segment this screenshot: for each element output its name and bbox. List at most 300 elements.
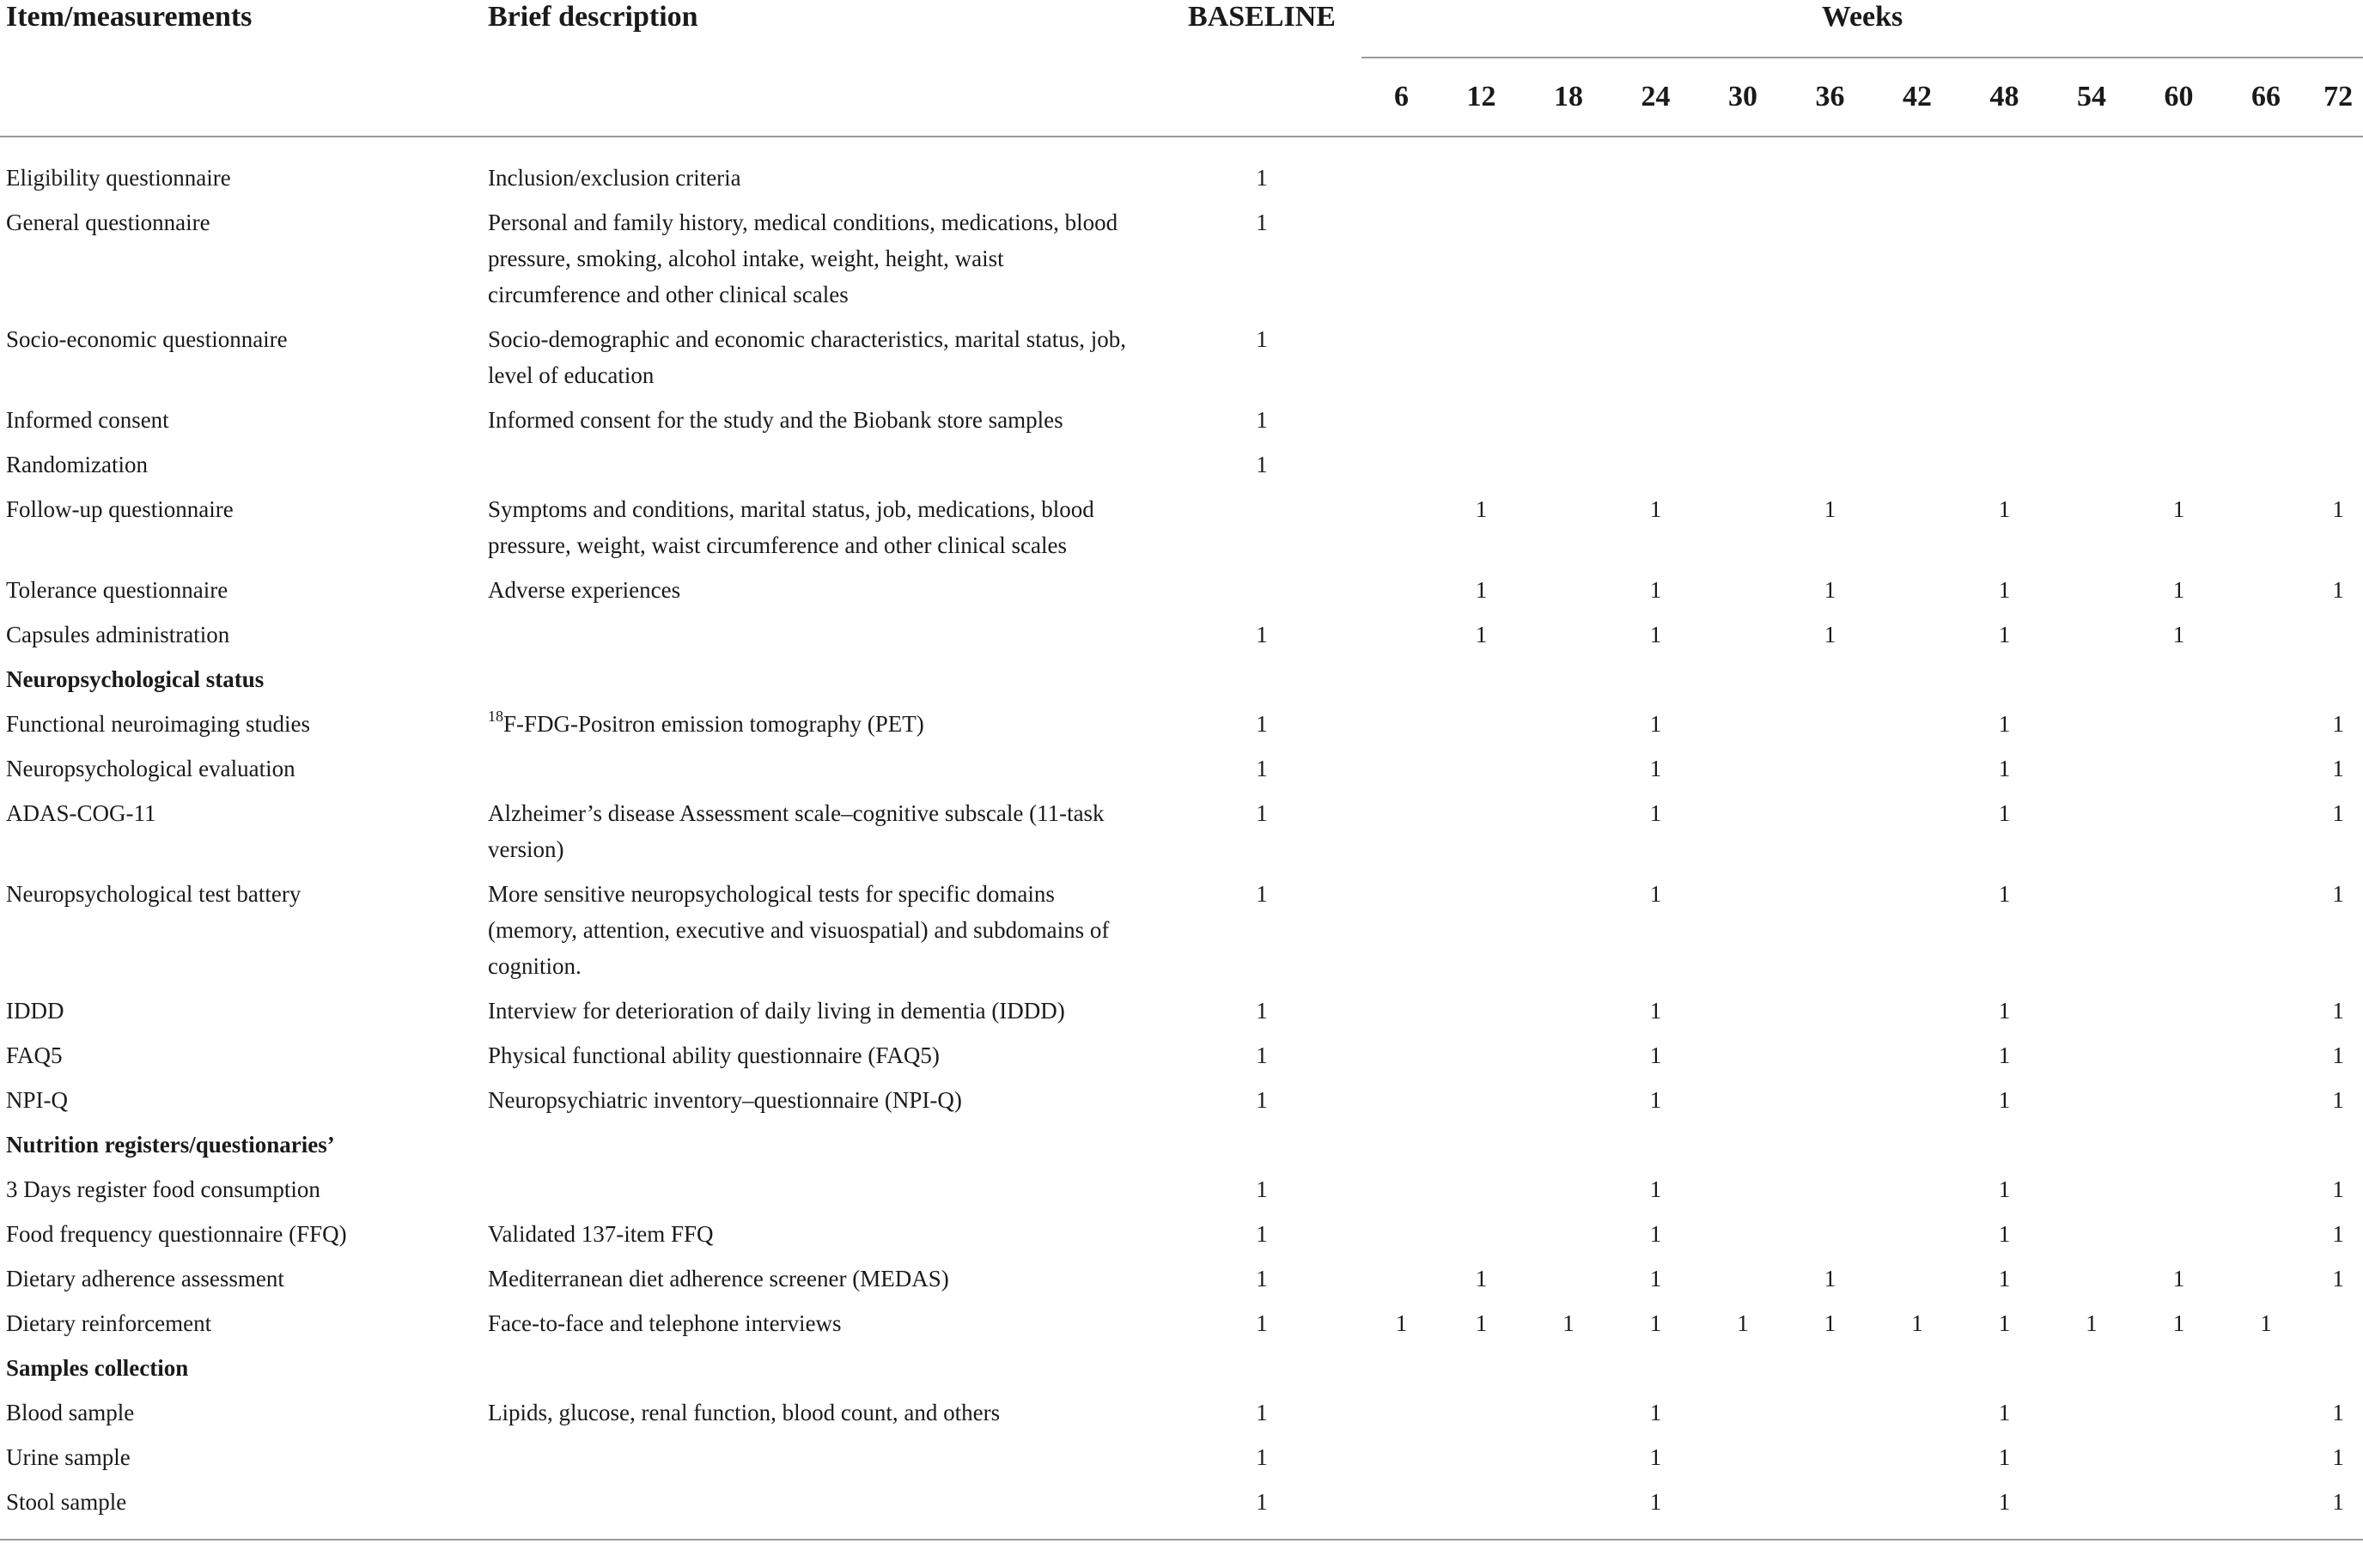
- isotope-superscript: 18: [488, 708, 503, 725]
- row-item: Neuropsychological evaluation: [6, 756, 295, 781]
- header-weeks: Weeks: [1361, 0, 2363, 58]
- row-week-cell: [1616, 402, 1696, 447]
- row-item: Stool sample: [0, 1484, 488, 1540]
- row-week-cell: [1441, 321, 1521, 402]
- row-week-cell: [1790, 1037, 1870, 1082]
- row-week-cell: [1441, 1082, 1521, 1127]
- row-week-cell: 1: [1998, 622, 2011, 647]
- row-week-cell: [1361, 1439, 1441, 1484]
- header-week-24: 24: [1616, 58, 1696, 137]
- table-body: [0, 137, 2363, 1540]
- row-item: Capsules administration: [6, 622, 230, 647]
- table-row: [0, 795, 2363, 876]
- row-item: Randomization: [6, 452, 148, 477]
- row-week-cell: 1: [1998, 998, 2011, 1024]
- row-week-cell: [1964, 321, 2044, 402]
- row-baseline-cell: 1: [1256, 165, 1268, 191]
- row-item: Food frequency questionnaire (FFQ): [6, 1221, 347, 1247]
- row-week-cell: [2139, 1171, 2219, 1216]
- row-week-cell: [1616, 204, 1696, 321]
- row-description: Inclusion/exclusion criteria: [488, 165, 741, 191]
- row-week-cell: [1521, 1439, 1616, 1484]
- row-week-cell: [2139, 137, 2219, 204]
- row-description: Interview for deterioration of daily living in dementia (IDDD): [488, 998, 1065, 1024]
- row-week-cell: [1521, 572, 1616, 617]
- row-week-cell: [1361, 1484, 1441, 1540]
- row-week-cell: 1: [2332, 756, 2344, 781]
- row-week-cell: 1: [1649, 1087, 1662, 1113]
- row-week-cell: [1870, 137, 1964, 204]
- table-row: [0, 1082, 2363, 1127]
- row-week-cell: [2313, 204, 2363, 321]
- row-week-cell: [2219, 751, 2313, 795]
- row-week-cell: 1: [1649, 1176, 1662, 1202]
- row-week-cell: [2313, 617, 2363, 661]
- row-week-cell: [1441, 706, 1521, 751]
- header-week-42: 42: [1870, 58, 1964, 137]
- row-week-cell: [2219, 1261, 2313, 1305]
- row-week-cell: 1: [1395, 1310, 1408, 1336]
- row-description: Symptoms and conditions, marital status, job, medications, blood pressure, weight, waist circumference and other clinical scales: [488, 496, 1094, 558]
- table-row: [0, 491, 2363, 572]
- row-week-cell: [2219, 1439, 2313, 1484]
- row-week-cell: [1521, 1395, 1616, 1439]
- row-week-cell: 1: [2332, 1444, 2344, 1470]
- row-baseline-cell: 1: [1256, 407, 1268, 433]
- row-week-cell: 1: [1649, 577, 1662, 603]
- row-week-cell: [1870, 204, 1964, 321]
- row-item: Dietary reinforcement: [6, 1310, 212, 1336]
- row-description: Lipids, glucose, renal function, blood count, and others: [488, 1400, 1001, 1425]
- row-week-cell: 1: [2332, 800, 2344, 826]
- row-week-cell: [2044, 321, 2139, 402]
- row-week-cell: 1: [1998, 756, 2011, 781]
- table-row: [0, 1037, 2363, 1082]
- row-week-cell: 1: [1649, 800, 1662, 826]
- row-week-cell: [1870, 617, 1964, 661]
- row-week-cell: 1: [2332, 496, 2344, 522]
- row-week-cell: [1521, 1037, 1616, 1082]
- section-heading: Neuropsychological status: [6, 666, 265, 692]
- row-week-cell: [2313, 321, 2363, 402]
- row-week-cell: 1: [1616, 1484, 1696, 1540]
- row-week-cell: [2139, 751, 2219, 795]
- row-week-cell: [1521, 617, 1616, 661]
- row-week-cell: [1790, 993, 1870, 1037]
- row-week-cell: [2044, 617, 2139, 661]
- row-week-cell: [1696, 491, 1790, 572]
- row-item: 3 Days register food consumption: [6, 1176, 320, 1202]
- row-week-cell: [1696, 137, 1790, 204]
- row-week-cell: 1: [2172, 496, 2185, 522]
- row-week-cell: 1: [2332, 711, 2344, 737]
- row-week-cell: [1521, 402, 1616, 447]
- row-week-cell: [2044, 1216, 2139, 1261]
- row-week-cell: [2044, 1439, 2139, 1484]
- row-description: [488, 751, 1162, 795]
- row-week-cell: [1521, 447, 1616, 491]
- row-week-cell: 1: [2332, 998, 2344, 1024]
- row-week-cell: [1361, 1216, 1441, 1261]
- row-description: Personal and family history, medical conditions, medications, blood pressure, smoking, alcohol intake, weight, height, waist circumference and other clinical scales: [488, 210, 1118, 307]
- row-week-cell: [1696, 1082, 1790, 1127]
- header-spacer: [488, 58, 1162, 137]
- row-week-cell: 1: [1824, 496, 1836, 522]
- row-week-cell: [1441, 1439, 1521, 1484]
- row-week-cell: [1870, 876, 1964, 993]
- row-week-cell: 1: [1998, 1176, 2011, 1202]
- row-week-cell: [1521, 706, 1616, 751]
- row-week-cell: [1696, 1439, 1790, 1484]
- row-description: Validated 137-item FFQ: [488, 1221, 714, 1247]
- row-week-cell: [2219, 1037, 2313, 1082]
- row-week-cell: [2139, 1037, 2219, 1082]
- row-week-cell: [2139, 993, 2219, 1037]
- row-baseline-cell: 1: [1256, 1310, 1268, 1336]
- row-item: ADAS-COG-11: [6, 800, 156, 826]
- row-week-cell: [2219, 137, 2313, 204]
- row-week-cell: 1: [1998, 1087, 2011, 1113]
- row-week-cell: [1870, 572, 1964, 617]
- row-week-cell: 1: [2332, 1266, 2344, 1291]
- table-row: [0, 1171, 2363, 1216]
- row-week-cell: [1696, 1037, 1790, 1082]
- row-week-cell: [1696, 1395, 1790, 1439]
- section-heading: Nutrition registers/questionaries’: [6, 1132, 335, 1158]
- row-baseline-cell: 1: [1256, 210, 1268, 235]
- row-week-cell: [1361, 1261, 1441, 1305]
- row-week-cell: [2219, 1484, 2313, 1540]
- row-week-cell: 1: [2332, 1042, 2344, 1068]
- row-week-cell: [1361, 204, 1441, 321]
- row-description-text: F-FDG-Positron emission tomography (PET): [503, 711, 924, 737]
- row-week-cell: [2219, 321, 2313, 402]
- row-week-cell: [1790, 795, 1870, 876]
- section-heading: Samples collection: [6, 1355, 189, 1381]
- row-item: Blood sample: [6, 1400, 135, 1425]
- row-week-cell: 1: [1475, 622, 1488, 647]
- row-week-cell: [1790, 321, 1870, 402]
- row-week-cell: [2219, 402, 2313, 447]
- row-week-cell: [1870, 447, 1964, 491]
- row-week-cell: [1696, 1484, 1790, 1540]
- row-week-cell: [1361, 876, 1441, 993]
- header-week-30: 30: [1696, 58, 1790, 137]
- row-week-cell: [2139, 1216, 2219, 1261]
- row-week-cell: [2219, 1395, 2313, 1439]
- header-week-60: 60: [2139, 58, 2219, 137]
- row-week-cell: 1: [2332, 1221, 2344, 1247]
- row-baseline-cell: 1: [1256, 1400, 1268, 1425]
- row-week-cell: [1696, 993, 1790, 1037]
- row-week-cell: [2139, 1082, 2219, 1127]
- row-description: Neuropsychiatric inventory–questionnaire (NPI-Q): [488, 1087, 962, 1113]
- row-week-cell: [2219, 706, 2313, 751]
- row-week-cell: [2044, 204, 2139, 321]
- row-item: Socio-economic questionnaire: [6, 326, 288, 352]
- row-week-cell: [1361, 993, 1441, 1037]
- table-row: [0, 402, 2363, 447]
- row-week-cell: [2139, 204, 2219, 321]
- row-week-cell: [1361, 572, 1441, 617]
- row-week-cell: [1521, 993, 1616, 1037]
- row-week-cell: [2139, 1439, 2219, 1484]
- table-row: [0, 1484, 2363, 1540]
- row-week-cell: [1521, 1484, 1616, 1540]
- row-week-cell: [1616, 137, 1696, 204]
- row-week-cell: 1: [1998, 496, 2011, 522]
- row-week-cell: [2219, 795, 2313, 876]
- row-description: More sensitive neuropsychological tests for specific domains (memory, attention, executive and visuospatial) and subdomains of cognition.: [488, 881, 1110, 979]
- row-item: Follow-up questionnaire: [6, 496, 234, 522]
- row-description: [488, 617, 1162, 661]
- row-week-cell: [2044, 706, 2139, 751]
- row-item: Neuropsychological test battery: [6, 881, 301, 907]
- row-week-cell: [1964, 447, 2044, 491]
- row-week-cell: 1: [2172, 577, 2185, 603]
- row-week-cell: [1790, 402, 1870, 447]
- row-baseline-cell: 1: [1162, 1484, 1361, 1540]
- row-week-cell: [1361, 1082, 1441, 1127]
- row-week-cell: 1: [1911, 1310, 1923, 1336]
- header-week-12: 12: [1441, 58, 1521, 137]
- row-week-cell: 1: [1998, 1310, 2011, 1336]
- row-week-cell: [1696, 795, 1790, 876]
- row-week-cell: 1: [1824, 1266, 1836, 1291]
- row-week-cell: [2044, 137, 2139, 204]
- row-week-cell: [2044, 795, 2139, 876]
- row-week-cell: [2139, 1395, 2219, 1439]
- row-week-cell: [1790, 1439, 1870, 1484]
- row-week-cell: [2219, 617, 2313, 661]
- row-week-cell: [1696, 402, 1790, 447]
- row-week-cell: 1: [1649, 881, 1662, 907]
- row-week-cell: [1441, 204, 1521, 321]
- row-week-cell: [2219, 204, 2313, 321]
- row-week-cell: [1521, 1171, 1616, 1216]
- row-item: Informed consent: [6, 407, 169, 433]
- row-baseline-cell: 1: [1256, 1444, 1268, 1470]
- row-baseline-cell: 1: [1256, 1176, 1268, 1202]
- row-week-cell: [1790, 1216, 1870, 1261]
- row-description: [488, 706, 1162, 751]
- row-week-cell: [2219, 491, 2313, 572]
- section-heading-row: [0, 661, 2363, 706]
- row-week-cell: 1: [1475, 1310, 1488, 1336]
- row-week-cell: [2313, 1305, 2363, 1350]
- row-baseline-cell: 1: [1256, 1221, 1268, 1247]
- header-baseline: BASELINE: [1188, 1, 1336, 33]
- row-week-cell: 1: [1998, 577, 2011, 603]
- row-week-cell: [1616, 447, 1696, 491]
- row-week-cell: [1790, 1082, 1870, 1127]
- row-week-cell: 1: [1649, 1444, 1662, 1470]
- table-row: [0, 204, 2363, 321]
- row-week-cell: [2219, 1082, 2313, 1127]
- row-week-cell: 1: [1475, 496, 1488, 522]
- row-week-cell: 1: [1562, 1310, 1574, 1336]
- row-week-cell: [2139, 706, 2219, 751]
- row-week-cell: 1: [1649, 1221, 1662, 1247]
- row-week-cell: [2139, 876, 2219, 993]
- row-week-cell: 1: [1649, 1042, 1662, 1068]
- row-baseline-cell: 1: [1256, 881, 1268, 907]
- row-week-cell: [1441, 795, 1521, 876]
- row-week-cell: [2313, 447, 2363, 491]
- row-description: Adverse experiences: [488, 577, 681, 603]
- row-week-cell: [2313, 137, 2363, 204]
- row-week-cell: [1696, 751, 1790, 795]
- row-week-cell: [1521, 491, 1616, 572]
- row-description: Physical functional ability questionnaire (FAQ5): [488, 1042, 940, 1068]
- table-row: [0, 1395, 2363, 1439]
- row-week-cell: [2139, 1484, 2219, 1540]
- row-week-cell: 1: [1649, 622, 1662, 647]
- row-week-cell: [1696, 876, 1790, 993]
- row-week-cell: [1521, 321, 1616, 402]
- row-week-cell: 1: [2172, 622, 2185, 647]
- row-week-cell: 1: [1998, 1266, 2011, 1291]
- row-baseline-cell: 1: [1256, 756, 1268, 781]
- row-item: Dietary adherence assessment: [6, 1266, 284, 1291]
- row-week-cell: 1: [1824, 1310, 1836, 1336]
- row-week-cell: 1: [2313, 1484, 2363, 1540]
- row-week-cell: [1870, 706, 1964, 751]
- table-row: [0, 1216, 2363, 1261]
- row-week-cell: [1361, 795, 1441, 876]
- row-week-cell: [1696, 1261, 1790, 1305]
- row-week-cell: [1361, 321, 1441, 402]
- row-baseline-cell: 1: [1256, 1042, 1268, 1068]
- table-row: [0, 617, 2363, 661]
- table-row: [0, 876, 2363, 993]
- row-week-cell: [1870, 993, 1964, 1037]
- table-row: [0, 447, 2363, 491]
- row-week-cell: [1521, 795, 1616, 876]
- row-week-cell: [2219, 1171, 2313, 1216]
- row-item: Eligibility questionnaire: [6, 165, 231, 191]
- row-week-cell: [1441, 137, 1521, 204]
- row-week-cell: [1870, 1439, 1964, 1484]
- row-week-cell: 1: [1649, 711, 1662, 737]
- row-week-cell: 1: [1998, 800, 2011, 826]
- table-row: [0, 572, 2363, 617]
- row-week-cell: [2044, 751, 2139, 795]
- row-week-cell: [1696, 447, 1790, 491]
- row-baseline-cell: [1162, 491, 1361, 572]
- row-description: Socio-demographic and economic characteristics, marital status, job, level of education: [488, 326, 1127, 388]
- section-heading-row: [0, 1127, 2363, 1171]
- row-week-cell: [1361, 491, 1441, 572]
- row-week-cell: [1696, 321, 1790, 402]
- row-week-cell: 1: [1649, 1266, 1662, 1291]
- row-week-cell: [1441, 1484, 1521, 1540]
- table-row: [0, 993, 2363, 1037]
- row-week-cell: [2219, 447, 2313, 491]
- table-row: [0, 1261, 2363, 1305]
- row-week-cell: [1696, 1171, 1790, 1216]
- row-week-cell: 1: [1649, 1400, 1662, 1425]
- row-item: Urine sample: [6, 1444, 131, 1470]
- row-week-cell: [1964, 402, 2044, 447]
- row-week-cell: 1: [2172, 1310, 2185, 1336]
- header-week-48: 48: [1964, 58, 2044, 137]
- row-week-cell: [1441, 876, 1521, 993]
- row-week-cell: [1361, 617, 1441, 661]
- row-week-cell: 1: [2332, 1176, 2344, 1202]
- row-week-cell: [1870, 321, 1964, 402]
- row-week-cell: [2044, 447, 2139, 491]
- header-week-numbers: [0, 58, 2363, 137]
- row-week-cell: [1361, 402, 1441, 447]
- row-baseline-cell: 1: [1256, 1087, 1268, 1113]
- row-week-cell: [1361, 1395, 1441, 1439]
- row-week-cell: 1: [1649, 756, 1662, 781]
- row-week-cell: [1361, 137, 1441, 204]
- row-week-cell: 1: [1649, 998, 1662, 1024]
- row-week-cell: [1361, 706, 1441, 751]
- row-week-cell: [1696, 1216, 1790, 1261]
- row-baseline-cell: 1: [1256, 998, 1268, 1024]
- table-row: [0, 706, 2363, 751]
- row-week-cell: [1870, 1037, 1964, 1082]
- row-week-cell: [1521, 876, 1616, 993]
- header-spacer: [0, 58, 488, 137]
- row-week-cell: 1: [1998, 881, 2011, 907]
- row-week-cell: [2044, 1261, 2139, 1305]
- row-description: Alzheimer’s disease Assessment scale–cognitive subscale (11-task version): [488, 800, 1105, 862]
- table-row: [0, 321, 2363, 402]
- row-week-cell: 1: [2332, 577, 2344, 603]
- row-week-cell: [1870, 402, 1964, 447]
- row-description: Mediterranean diet adherence screener (MEDAS): [488, 1266, 949, 1291]
- row-week-cell: [1521, 1261, 1616, 1305]
- row-baseline-cell: 1: [1256, 452, 1268, 477]
- row-week-cell: 1: [1998, 1221, 2011, 1247]
- row-week-cell: [1361, 751, 1441, 795]
- row-week-cell: 1: [1475, 577, 1488, 603]
- row-description: [488, 1171, 1162, 1216]
- row-week-cell: [1521, 137, 1616, 204]
- row-week-cell: [1521, 751, 1616, 795]
- row-week-cell: 1: [1737, 1310, 1749, 1336]
- row-week-cell: [1870, 1216, 1964, 1261]
- row-description: Informed consent for the study and the Biobank store samples: [488, 407, 1063, 433]
- table-row: [0, 137, 2363, 204]
- row-week-cell: 1: [1475, 1266, 1488, 1291]
- row-week-cell: [2219, 572, 2313, 617]
- row-week-cell: [2044, 1037, 2139, 1082]
- row-week-cell: [1361, 1037, 1441, 1082]
- row-item: General questionnaire: [6, 210, 210, 235]
- header-item: Item/measurements: [6, 1, 253, 33]
- row-week-cell: [2313, 402, 2363, 447]
- row-week-cell: 1: [1649, 496, 1662, 522]
- row-description: [488, 447, 1162, 491]
- section-heading-row: [0, 1350, 2363, 1395]
- row-week-cell: [1870, 1395, 1964, 1439]
- row-week-cell: [1964, 137, 2044, 204]
- row-description: [488, 1484, 1162, 1540]
- row-week-cell: 1: [2172, 1266, 2185, 1291]
- row-week-cell: [1790, 447, 1870, 491]
- row-week-cell: [1441, 1037, 1521, 1082]
- row-week-cell: [1790, 204, 1870, 321]
- row-week-cell: [1521, 1082, 1616, 1127]
- row-week-cell: [1441, 993, 1521, 1037]
- row-week-cell: [1361, 1171, 1441, 1216]
- header-description: Brief description: [488, 1, 698, 33]
